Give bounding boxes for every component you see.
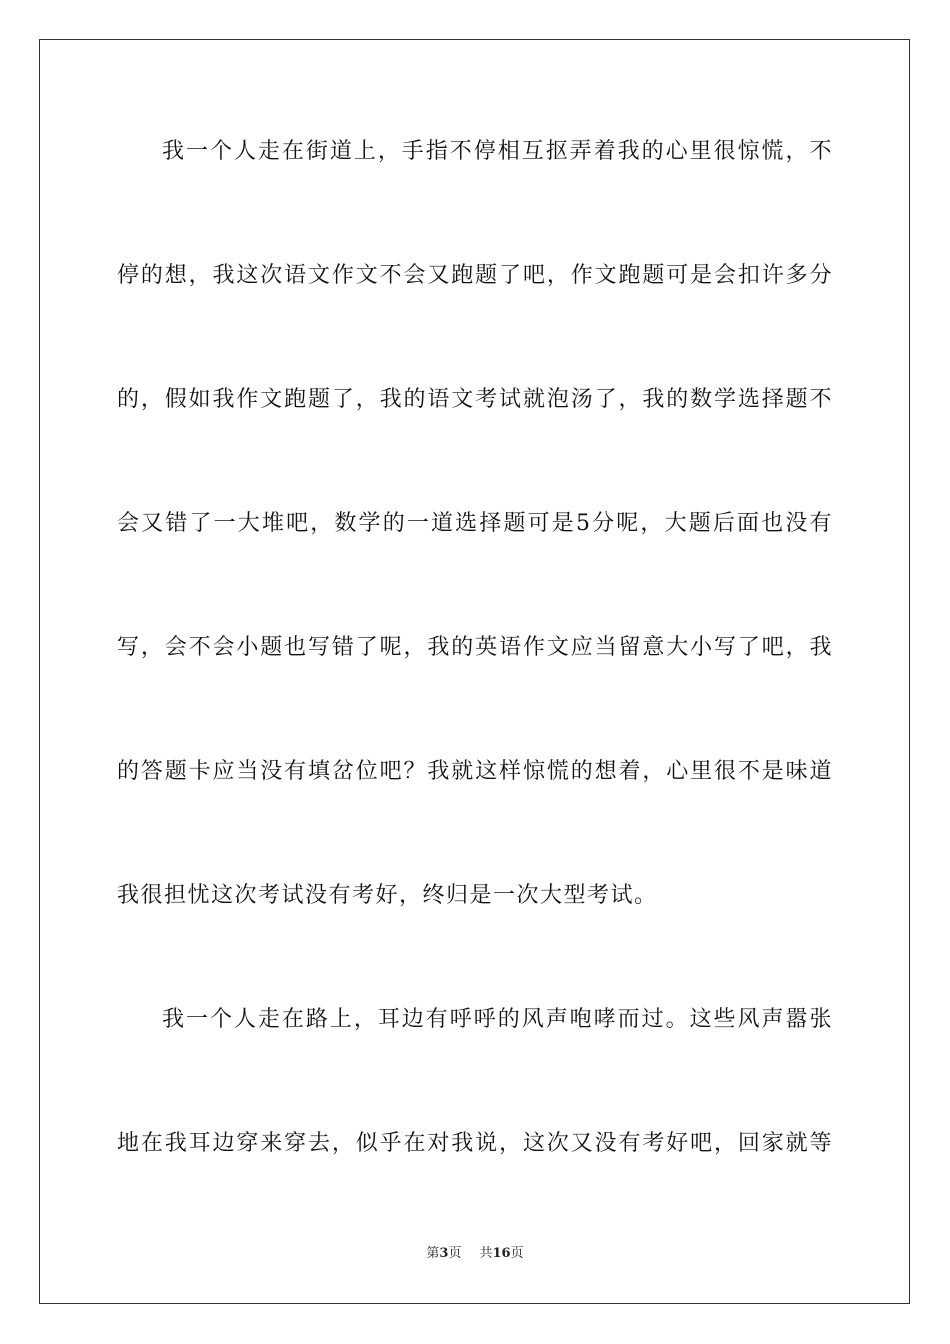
page-prefix: 第	[426, 1246, 440, 1261]
paragraph-2-line-2: 地在我耳边穿来穿去，似乎在对我说，这次又没有考好吧，回家就等	[117, 1131, 833, 1156]
total-pages: 16	[492, 1246, 511, 1261]
paragraph-1-line-7: 我很担忧这次考试没有考好，终归是一次大型考试。	[117, 883, 658, 908]
page-number: 3	[439, 1246, 449, 1261]
page-footer	[0, 1246, 950, 1262]
total-prefix: 共	[479, 1246, 493, 1261]
paragraph-2-line-1: 我一个人走在路上，耳边有呼呼的风声咆哮而过。这些风声嚣张	[162, 1007, 833, 1032]
paragraph-1-line-4: 会又错了一大堆吧，数学的一道选择题可是5分呢，大题后面也没有	[117, 511, 833, 536]
paragraph-1-line-3: 的，假如我作文跑题了，我的语文考试就泡汤了，我的数学选择题不	[117, 387, 833, 412]
paragraph-1-line-2: 停的想，我这次语文作文不会又跑题了吧，作文跑题可是会扣许多分	[117, 263, 833, 288]
page-frame	[39, 39, 910, 1304]
paragraph-1-line-1: 我一个人走在街道上，手指不停相互抠弄着我的心里很惊慌，不	[162, 139, 833, 164]
paragraph-1-line-6: 的答题卡应当没有填岔位吧？我就这样惊慌的想着，心里很不是味道	[117, 759, 833, 784]
total-suffix: 页	[510, 1246, 524, 1261]
paragraph-1-line-5: 写，会不会小题也写错了呢，我的英语作文应当留意大小写了吧，我	[117, 635, 833, 660]
page-suffix: 页	[448, 1246, 462, 1261]
